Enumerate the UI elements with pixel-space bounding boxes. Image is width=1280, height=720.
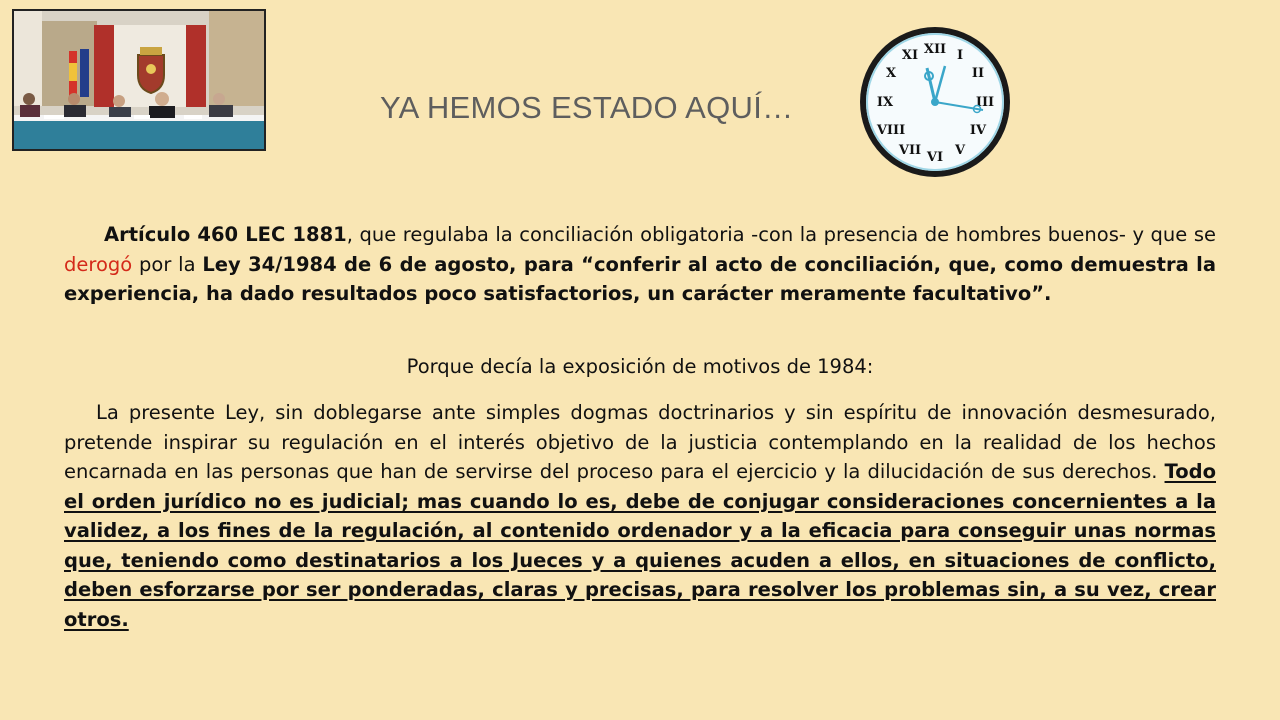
underlined-quote: Todo el orden jurídico no es judicial; mas cuando lo es, debe de conjugar consideraciones concernientes a la validez, a los fines de la regulación, al contenido ordenador y a la eficacia para conseguir unas normas que, teniendo como destinatarios a los Jueces y a quienes acuden a ellos, en situaciones de conflicto, deben esforzarse por ser ponderadas, claras y precisas, para resolver los problemas sin, a su vez, crear otros.: [64, 460, 1216, 631]
paragraph-text: La presente Ley, sin doblegarse ante simples dogmas doctrinarios y sin espíritu de innovación desmesurado, pretende inspirar su regulación en el interés objetivo de la justicia contemplando en la realidad de los hechos encarnada en las personas que han de servirse del proceso para el ejercicio y la dilucidación de sus derechos.: [64, 401, 1216, 483]
law-quote: Ley 34/1984 de 6 de agosto, para “conferir al acto de conciliación, que, como demuestra la experiencia, ha dado resultados poco satisfactorios, un carácter meramente facultativo”.: [64, 252, 1216, 305]
svg-text:X: X: [885, 66, 897, 81]
svg-text:V: V: [954, 143, 966, 158]
svg-text:VI: VI: [926, 150, 944, 165]
paragraph-text: por la: [132, 252, 203, 276]
paragraph-exposicion-motivos: [64, 398, 1216, 634]
highlighted-word: derogó: [64, 252, 133, 276]
svg-text:XI: XI: [901, 48, 919, 63]
svg-text:IV: IV: [969, 123, 987, 138]
slide-title: YA HEMOS ESTADO AQUÍ…: [380, 90, 794, 125]
svg-text:VII: VII: [898, 143, 922, 158]
svg-text:VIII: VIII: [876, 123, 906, 138]
wall-clock-icon: [857, 24, 1013, 180]
paragraph-text: , que regulaba la conciliación obligatoria -con la presencia de hombres buenos- y que se: [346, 223, 1217, 246]
svg-text:I: I: [956, 48, 964, 63]
svg-text:II: II: [971, 66, 985, 81]
paragraph-intro: Porque decía la exposición de motivos de 1984:: [406, 355, 874, 378]
paragraph-articulo-460: [64, 220, 1216, 309]
article-reference: Artículo 460 LEC 1881: [104, 223, 347, 246]
svg-text:IX: IX: [876, 95, 894, 110]
svg-text:III: III: [975, 95, 995, 110]
meeting-room-scene: [14, 11, 264, 149]
video-feed-thumbnail[interactable]: [12, 9, 266, 151]
svg-text:XII: XII: [923, 42, 947, 57]
